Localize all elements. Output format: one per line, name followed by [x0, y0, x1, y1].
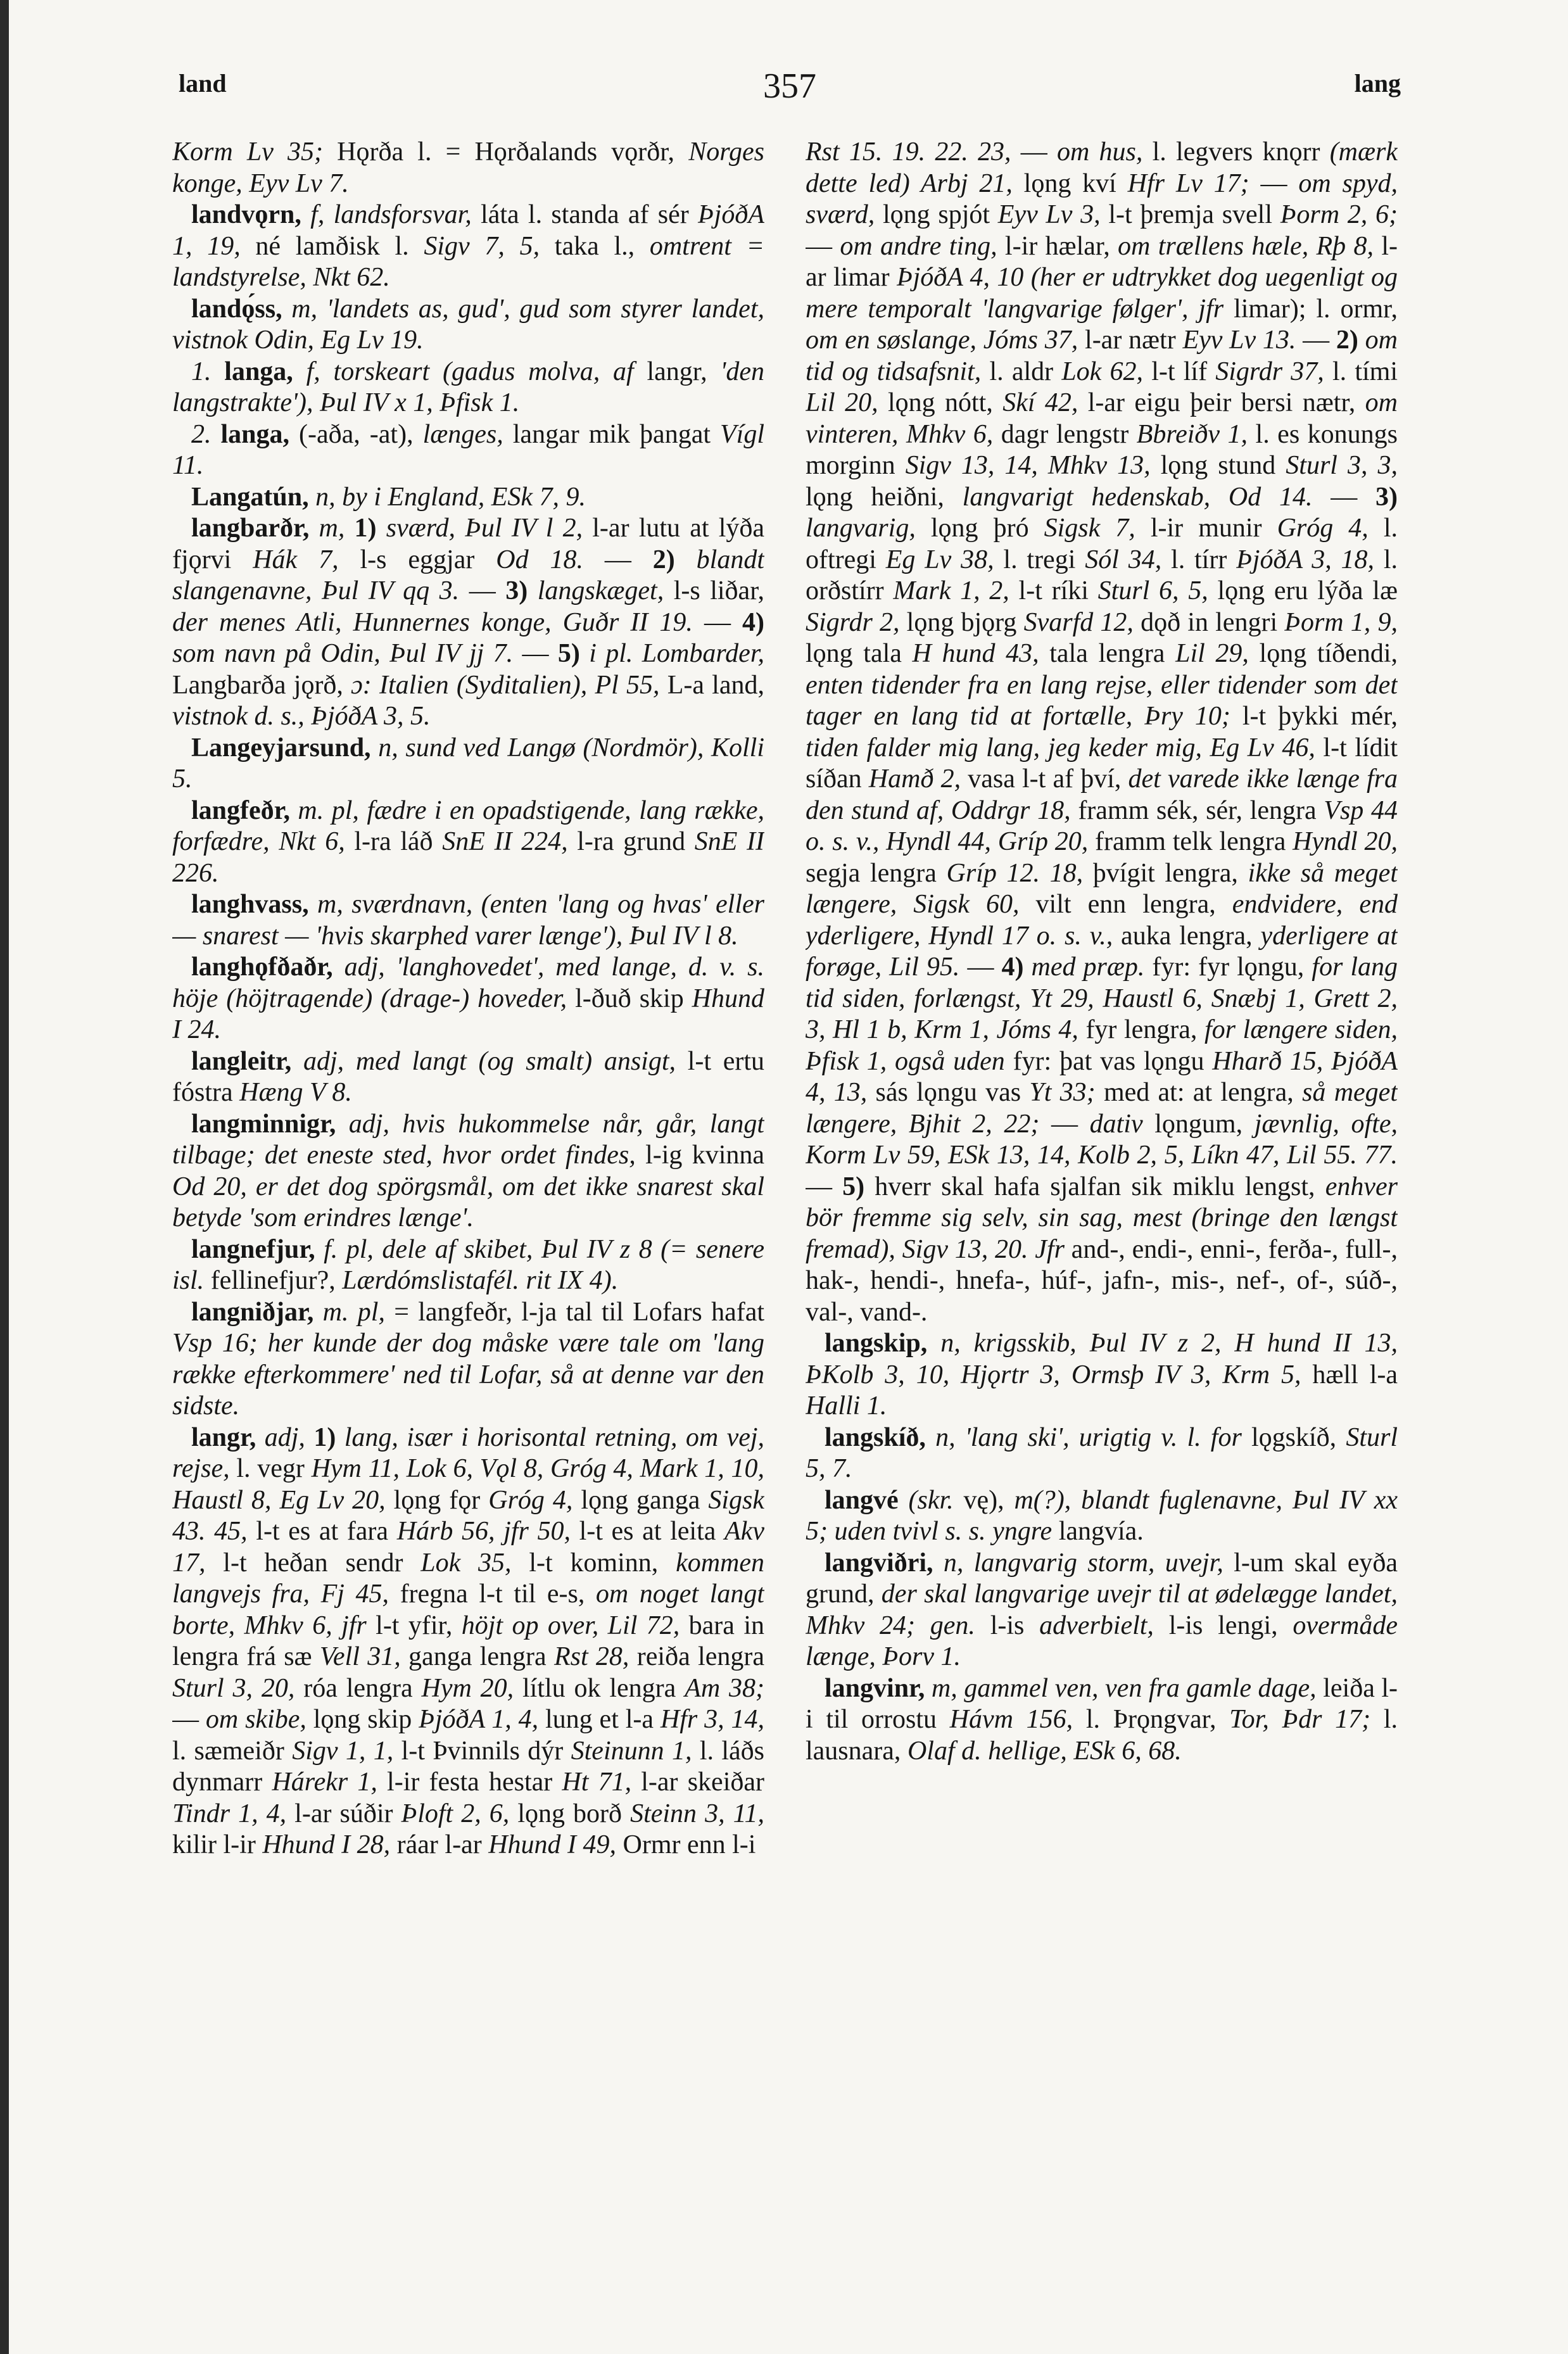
- dictionary-entry: langviðri, n, langvarig storm, uvejr, l-um skal eyða grund, der skal langvarige uvejr til at ødelægge landet, Mhkv 24; gen. l-is adverbielt, l-is lengi, overmåde længe, Þorv 1.: [806, 1548, 1398, 1671]
- dictionary-entry: langniðjar, m. pl, = langfeðr, l-ja tal til Lofars hafat Vsp 16; her kunde der dog måske være tale om 'lang række efterkommere' ned til Lofar, så at denne var den sidste.: [172, 1297, 764, 1421]
- dictionary-entry: Langeyjarsund, n, sund ved Langø (Nordmör), Kolli 5.: [172, 733, 764, 794]
- dictionary-entry: langhvass, m, sværdnavn, (enten 'lang og hvas' eller — snarest — 'hvis skarphed varer længe'), Þul IV l 8.: [172, 890, 764, 951]
- dictionary-entry: langvé (skr. vę), m(?), blandt fuglenavne, Þul IV xx 5; uden tvivl s. s. yngre langvía.: [806, 1485, 1398, 1546]
- page-header: [179, 68, 1401, 113]
- left-column: [172, 137, 764, 2290]
- dictionary-entry: 1. langa, f, torskeart (gadus molva, af langr, 'den langstrakte'), Þul IV x 1, Þfisk 1.: [172, 357, 764, 417]
- right-column: [806, 137, 1398, 2290]
- dictionary-entry: langleitr, adj, med langt (og smalt) ansigt, l-t ertu fóstra Hæng V 8.: [172, 1046, 764, 1107]
- dictionary-entry: 2. langa, (-aða, -at), længes, langar mik þangat Vígl 11.: [172, 419, 764, 480]
- dictionary-entry: Korm Lv 35; Hǫrða l. = Hǫrðalands vǫrðr, Norges konge, Eyv Lv 7.: [172, 137, 764, 198]
- page-binding-edge: [0, 0, 9, 2354]
- dictionary-entry: langskip, n, krigsskib, Þul IV z 2, H hund II 13, ÞKolb 3, 10, Hjǫrtr 3, Ormsþ IV 3, Krm 5, hæll l-a Halli 1.: [806, 1329, 1398, 1421]
- dictionary-entry: langnefjur, f. pl, dele af skibet, Þul IV z 8 (= senere isl. fellinefjur?, Lærdómslistafél. rit IX 4).: [172, 1234, 764, 1295]
- dictionary-entry: langminnigr, adj, hvis hukommelse når, går, langt tilbage; det eneste sted, hvor ordet findes, l-ig kvinna Od 20, er det dog spörgsmål, om det ikke snarest skal betyde 'som erindres længe'.: [172, 1109, 764, 1232]
- header-left-guideword: land: [179, 69, 227, 98]
- dictionary-entry: landǫ́ss, m, 'landets as, gud', gud som styrer landet, vistnok Odin, Eg Lv 19.: [172, 294, 764, 355]
- dictionary-entry: langfeðr, m. pl, fædre i en opadstigende, lang række, forfædre, Nkt 6, l-ra láð SnE II 224, l-ra grund SnE II 226.: [172, 795, 764, 888]
- dictionary-entry: Langatún, n, by i England, ESk 7, 9.: [191, 482, 586, 512]
- dictionary-entry: landvǫrn, f, landsforsvar, láta l. standa af sér ÞjóðA 1, 19, né lamðisk l. Sigv 7, 5, taka l., omtrent = landstyrelse, Nkt 62.: [172, 200, 764, 292]
- dictionary-entry: langr, adj, 1) lang, især i horisontal retning, om vej, rejse, l. vegr Hym 11, Lok 6, Vǫl 8, Gróg 4, Mark 1, 10, Haustl 8, Eg Lv 20, lǫng fǫr Gróg 4, lǫng ganga Sigsk 43. 45, l-t es at fara Hárb 56, jfr 50, l-t es at leita Akv 17, l-t heðan sendr Lok 35, l-t kominn, kommen langvejs fra, Fj 45, fregna l-t til e-s, om noget langt borte, Mhkv 6, jfr l-t yfir, höjt op over, Lil 72, bara in lengra frá sæ Vell 31, ganga lengra Rst 28, reiða lengra Sturl 3, 20, róa lengra Hym 20, lítlu ok lengra Am 38; — om skibe, lǫng skip ÞjóðA 1, 4, lung et l-a Hfr 3, 14, l. sæmeiðr Sigv 1, 1, l-t Þvinnils dýr Steinunn 1, l. láðs dynmarr Hárekr 1, l-ir festa hestar Ht 71, l-ar skeiðar Tindr 1, 4, l-ar súðir Þloft 2, 6, lǫng borð Steinn 3, 11, kilir l-ir Hhund I 28, ráar l-ar Hhund I 49, Ormr enn l-i: [172, 1422, 764, 1859]
- dictionary-entry: langbarðr, m, 1) sværd, Þul IV l 2, l-ar lutu at lýða fjǫrvi Hák 7, l-s eggjar Od 18. — 2) blandt slangenavne, Þul IV qq 3. — 3) langskæget, l-s liðar, der menes Atli, Hunnernes konge, Guðr II 19. — 4) som navn på Odin, Þul IV jj 7. — 5) i pl. Lombarder, Langbarða jǫrð, ɔ: Italien (Syditalien), Pl 55, L-a land, vistnok d. s., ÞjóðA 3, 5.: [172, 514, 764, 731]
- dictionary-entry: Rst 15. 19. 22. 23, — om hus, l. legvers knǫrr (mærk dette led) Arbj 21, lǫng kví Hfr Lv 17; — om spyd, sværd, lǫng spjót Eyv Lv 3, l-t þremja svell Þorm 2, 6; — om andre ting, l-ir hælar, om trællens hæle, Rþ 8, l-ar limar ÞjóðA 4, 10 (her er udtrykket dog uegenligt og mere temporalt 'langvarige følger', jfr limar); l. ormr, om en søslange, Jóms 37, l-ar nætr Eyv Lv 13. — 2) om tid og tidsafsnit, l. aldr Lok 62, l-t líf Sigrdr 37, l. tími Lil 20, lǫng nótt, Skí 42, l-ar eigu þeir bersi nætr, om vinteren, Mhkv 6, dagr lengstr Bbreiðv 1, l. es konungs morginn Sigv 13, 14, Mhkv 13, lǫng stund Sturl 3, 3, lǫng heiðni, langvarigt hedenskab, Od 14. — 3) langvarig, lǫng þró Sigsk 7, l-ir munir Gróg 4, l. oftregi Eg Lv 38, l. tregi Sól 34, l. tírr ÞjóðA 3, 18, l. orðstírr Mark 1, 2, l-t ríki Sturl 6, 5, lǫng eru lýða læ Sigrdr 2, lǫng bjǫrg Svarfd 12, dǫð in lengri Þorm 1, 9, lǫng tala H hund 43, tala lengra Lil 29, lǫng tíðendi, enten tidender fra en lang rejse, eller tidender som det tager en lang tid at fortælle, Þry 10; l-t þykki mér, tiden falder mig lang, jeg keder mig, Eg Lv 46, l-t lídit síðan Hamð 2, vasa l-t af því, det varede ikke længe fra den stund af, Oddrgr 18, framm sék, sér, lengra Vsp 44 o. s. v., Hyndl 44, Gríp 20, framm telk lengra Hyndl 20, segja lengra Gríp 12. 18, þvígit lengra, ikke så meget længere, Sigsk 60, vilt enn lengra, endvidere, end yderligere, Hyndl 17 o. s. v., auka lengra, yderligere at forøge, Lil 95. — 4) med præp. fyr: fyr lǫngu, for lang tid siden, forlængst, Yt 29, Haustl 6, Snæbj 1, Grett 2, 3, Hl 1 b, Krm 1, Jóms 4, fyr lengra, for længere siden, Þfisk 1, også uden fyr: þat vas lǫngu Hharð 15, ÞjóðA 4, 13, sás lǫngu vas Yt 33; med at: at lengra, så meget længere, Bjhit 2, 22; — dativ lǫngum, jævnlig, ofte, Korm Lv 59, ESk 13, 14, Kolb 2, 5, Líkn 47, Lil 55. 77. — 5) hverr skal hafa sjalfan sik miklu lengst, enhver bör fremme sig selv, sin sag, mest (bringe den længst fremad), Sigv 13, 20. Jfr and-, endi-, enni-, ferða-, full-, hak-, hendi-, hnefa-, húf-, jafn-, mis-, nef-, of-, súð-, val-, vand-.: [806, 137, 1398, 1327]
- dictionary-entry: langhǫfðaðr, adj, 'langhovedet', med lange, d. v. s. höje (höjtragende) (drage-) hoveder, l-ðuð skip Hhund I 24.: [172, 952, 764, 1044]
- dictionary-entry: langskíð, n, 'lang ski', urigtig v. l. for lǫgskíð, Sturl 5, 7.: [806, 1422, 1398, 1483]
- header-right-guideword: lang: [1354, 69, 1401, 98]
- dictionary-entry: langvinr, m, gammel ven, ven fra gamle dage, leiða l-i til orrostu Hávm 156, l. Þrǫngvar, Tor, Þdr 17; l. lausnara, Olaf d. hellige, ESk 6, 68.: [806, 1673, 1398, 1766]
- page-number: 357: [763, 66, 816, 106]
